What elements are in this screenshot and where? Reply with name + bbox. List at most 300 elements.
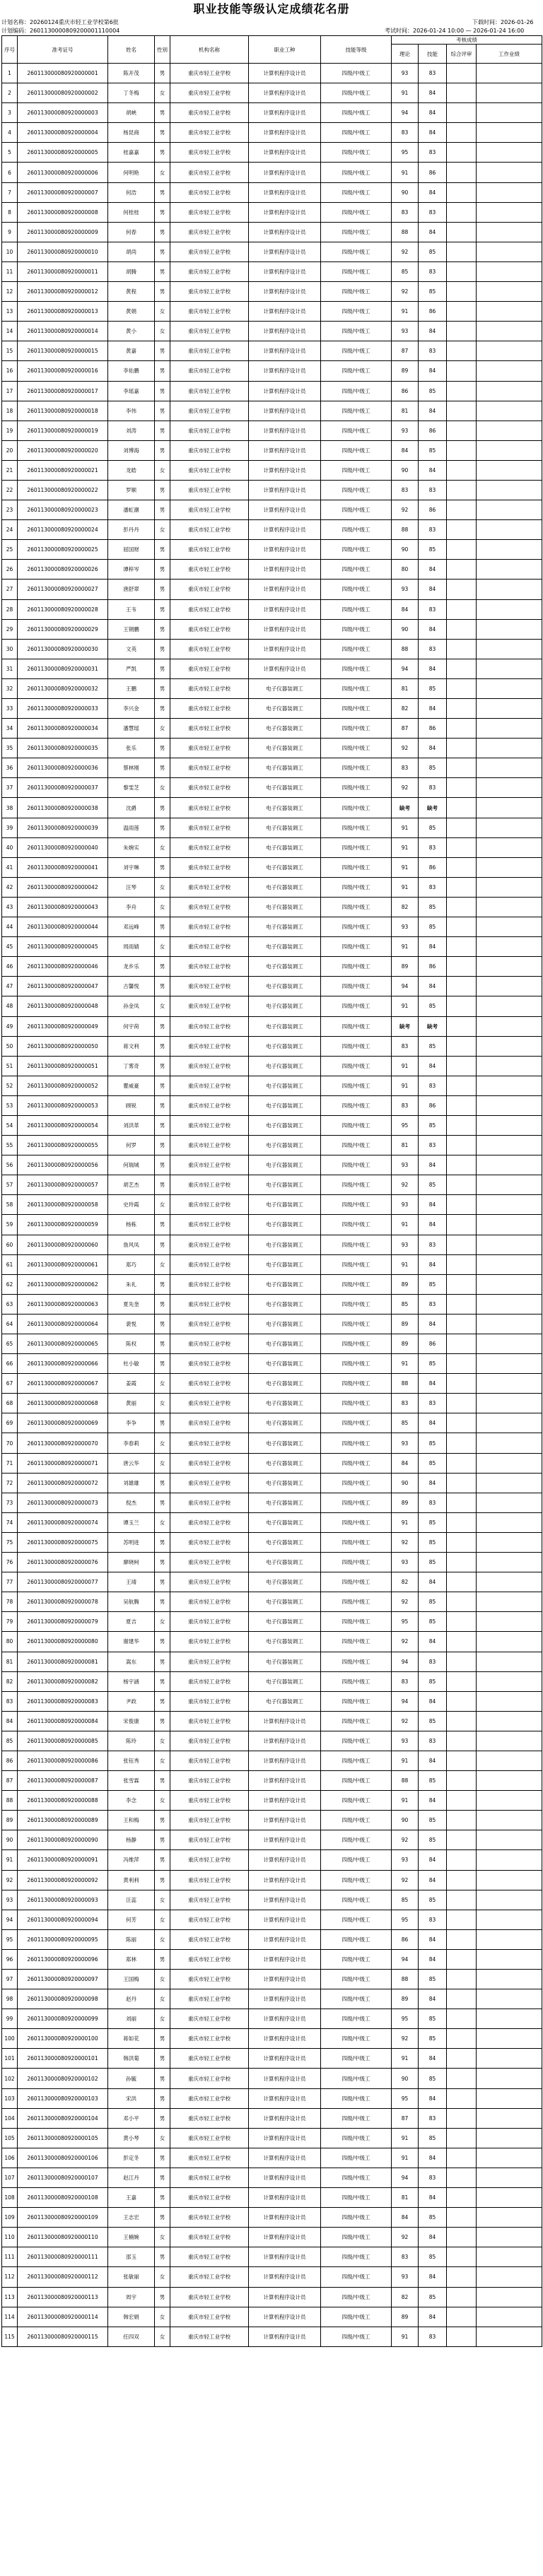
- cell-index: 11: [2, 261, 18, 281]
- cell-index: 5: [2, 143, 18, 163]
- cell-skill: 85: [419, 1553, 447, 1572]
- cell-name: 黄小: [108, 322, 155, 341]
- table-row: [2, 977, 542, 996]
- cell-index: 102: [2, 2069, 18, 2088]
- cell-level: 四级/中级工: [321, 1493, 392, 1512]
- cell-theory: 87: [392, 2108, 419, 2128]
- cell-theory: 82: [392, 1572, 419, 1592]
- cell-gender: 男: [155, 2049, 170, 2069]
- cell-work-result: [477, 242, 542, 261]
- cell-theory: 91: [392, 1354, 419, 1374]
- table-row: [2, 2069, 542, 2088]
- cell-theory: 94: [392, 977, 419, 996]
- cell-org: 重庆市轻工业学校: [170, 1294, 249, 1314]
- cell-occupation: 计算机程序设计员: [249, 83, 321, 103]
- cell-cert-no: 260113000080920000079: [18, 1612, 108, 1632]
- cell-level: 四级/中级工: [321, 381, 392, 401]
- cell-level: 四级/中级工: [321, 917, 392, 937]
- table-row: [2, 2188, 542, 2208]
- cell-overall: [447, 1691, 477, 1711]
- cell-cert-no: 260113000080920000024: [18, 520, 108, 540]
- cell-overall: [447, 401, 477, 420]
- table-row: [2, 560, 542, 580]
- cell-overall: [447, 977, 477, 996]
- cell-level: 四级/中级工: [321, 1274, 392, 1294]
- cell-skill: 85: [419, 996, 447, 1016]
- cell-org: 重庆市轻工业学校: [170, 1493, 249, 1512]
- cell-occupation: 电子仪器装调工: [249, 1076, 321, 1095]
- cell-org: 重庆市轻工业学校: [170, 1175, 249, 1195]
- cell-overall: [447, 1949, 477, 1969]
- cell-theory: 91: [392, 302, 419, 322]
- table-row: [2, 2228, 542, 2247]
- cell-index: 42: [2, 877, 18, 897]
- cell-name: 杨昆商: [108, 123, 155, 143]
- table-row: [2, 1830, 542, 1850]
- cell-name: 冯维萍: [108, 1850, 155, 1870]
- table-row: [2, 1334, 542, 1354]
- cell-skill: 84: [419, 222, 447, 242]
- cell-work-result: [477, 1155, 542, 1175]
- cell-name: 夏吉: [108, 1612, 155, 1632]
- cell-index: 58: [2, 1195, 18, 1215]
- cell-org: 重庆市轻工业学校: [170, 1215, 249, 1235]
- cell-org: 重庆市轻工业学校: [170, 699, 249, 719]
- cell-gender: 男: [155, 123, 170, 143]
- cell-name: 李兴金: [108, 699, 155, 719]
- cell-level: 四级/中级工: [321, 818, 392, 837]
- cell-skill: 85: [419, 1711, 447, 1731]
- cell-skill: 85: [419, 897, 447, 917]
- table-row: [2, 1175, 542, 1195]
- cell-level: 四级/中级工: [321, 1850, 392, 1870]
- cell-work-result: [477, 1095, 542, 1115]
- cell-cert-no: 260113000080920000028: [18, 599, 108, 619]
- cell-skill: 85: [419, 1771, 447, 1791]
- table-row: [2, 103, 542, 123]
- cell-gender: 男: [155, 699, 170, 719]
- cell-gender: 男: [155, 1215, 170, 1235]
- cell-index: 7: [2, 182, 18, 202]
- cell-level: 四级/中级工: [321, 1036, 392, 1056]
- cell-theory: 89: [392, 1493, 419, 1512]
- cell-occupation: 计算机程序设计员: [249, 1850, 321, 1870]
- cell-cert-no: 260113000080920000080: [18, 1632, 108, 1652]
- cell-index: 27: [2, 580, 18, 599]
- cell-cert-no: 260113000080920000074: [18, 1512, 108, 1532]
- cell-gender: 男: [155, 857, 170, 877]
- cell-occupation: 计算机程序设计员: [249, 2307, 321, 2327]
- cell-work-result: [477, 639, 542, 659]
- cell-theory: 94: [392, 1652, 419, 1671]
- cell-occupation: 电子仪器装调工: [249, 1413, 321, 1433]
- cell-skill: 85: [419, 282, 447, 302]
- cell-work-result: [477, 1691, 542, 1711]
- cell-occupation: 电子仪器装调工: [249, 937, 321, 957]
- cell-skill: 84: [419, 123, 447, 143]
- cell-skill: 83: [419, 520, 447, 540]
- cell-theory: 88: [392, 520, 419, 540]
- cell-gender: 男: [155, 261, 170, 281]
- table-row: [2, 1612, 542, 1632]
- cell-occupation: 计算机程序设计员: [249, 460, 321, 480]
- cell-overall: [447, 1711, 477, 1731]
- cell-cert-no: 260113000080920000012: [18, 282, 108, 302]
- cell-occupation: 计算机程序设计员: [249, 520, 321, 540]
- cell-work-result: [477, 302, 542, 322]
- table-row: [2, 1652, 542, 1671]
- cell-cert-no: 260113000080920000008: [18, 202, 108, 222]
- cell-theory: 91: [392, 1791, 419, 1811]
- cell-work-result: [477, 1235, 542, 1254]
- cell-theory: 94: [392, 1691, 419, 1711]
- cell-index: 78: [2, 1592, 18, 1612]
- cell-occupation: 计算机程序设计员: [249, 182, 321, 202]
- cell-cert-no: 260113000080920000076: [18, 1553, 108, 1572]
- table-row: [2, 1929, 542, 1949]
- cell-cert-no: 260113000080920000075: [18, 1532, 108, 1552]
- cell-skill: 84: [419, 619, 447, 639]
- page-title: 职业技能等级认定成绩花名册: [193, 2, 350, 16]
- cell-skill: 84: [419, 977, 447, 996]
- cell-work-result: [477, 401, 542, 420]
- cell-level: 四级/中级工: [321, 480, 392, 500]
- table-row: [2, 1949, 542, 1969]
- cell-cert-no: 260113000080920000006: [18, 163, 108, 182]
- cell-occupation: 电子仪器装调工: [249, 1254, 321, 1274]
- cell-level: 四级/中级工: [321, 1413, 392, 1433]
- cell-level: 四级/中级工: [321, 64, 392, 83]
- cell-theory: 91: [392, 1512, 419, 1532]
- cell-index: 104: [2, 2108, 18, 2128]
- table-row: [2, 1532, 542, 1552]
- cell-org: 重庆市轻工业学校: [170, 123, 249, 143]
- table-row: [2, 1056, 542, 1076]
- cell-index: 1: [2, 64, 18, 83]
- cell-name: 汪蕊: [108, 1890, 155, 1910]
- cell-level: 四级/中级工: [321, 500, 392, 520]
- table-row: [2, 1294, 542, 1314]
- table-row: [2, 282, 542, 302]
- cell-level: 四级/中级工: [321, 1592, 392, 1612]
- cell-overall: [447, 639, 477, 659]
- cell-skill: 84: [419, 1949, 447, 1969]
- table-row: [2, 163, 542, 182]
- cell-overall: [447, 818, 477, 837]
- cell-occupation: 计算机程序设计员: [249, 322, 321, 341]
- cell-skill: 83: [419, 1394, 447, 1413]
- cell-index: 103: [2, 2088, 18, 2108]
- cell-level: 四级/中级工: [321, 678, 392, 698]
- cell-skill: 84: [419, 560, 447, 580]
- cell-name: 龙皓: [108, 460, 155, 480]
- cell-skill: 83: [419, 1235, 447, 1254]
- cell-occupation: 电子仪器装调工: [249, 1453, 321, 1473]
- cell-skill: 85: [419, 1830, 447, 1850]
- cell-org: 重庆市轻工业学校: [170, 261, 249, 281]
- cell-name: 唐舒翠: [108, 580, 155, 599]
- table-row: [2, 699, 542, 719]
- cell-gender: 男: [155, 1493, 170, 1512]
- cell-level: 四级/中级工: [321, 1195, 392, 1215]
- cell-index: 91: [2, 1850, 18, 1870]
- cell-name: 王楠婉: [108, 2228, 155, 2247]
- cell-level: 四级/中级工: [321, 977, 392, 996]
- cell-index: 44: [2, 917, 18, 937]
- cell-gender: 男: [155, 1691, 170, 1711]
- cell-org: 重庆市轻工业学校: [170, 2307, 249, 2327]
- cell-overall: [447, 599, 477, 619]
- table-row: [2, 1453, 542, 1473]
- cell-skill: 85: [419, 1890, 447, 1910]
- cell-work-result: [477, 1632, 542, 1652]
- cell-level: 四级/中级工: [321, 1235, 392, 1254]
- cell-gender: 女: [155, 719, 170, 739]
- cell-org: 重庆市轻工业学校: [170, 182, 249, 202]
- cell-level: 四级/中级工: [321, 1016, 392, 1036]
- col-skill: 技能: [419, 45, 447, 64]
- cell-cert-no: 260113000080920000052: [18, 1076, 108, 1095]
- cell-overall: [447, 361, 477, 381]
- cell-overall: [447, 659, 477, 678]
- cell-work-result: [477, 1870, 542, 1890]
- cell-index: 95: [2, 1929, 18, 1949]
- cell-overall: [447, 857, 477, 877]
- cell-skill: 83: [419, 639, 447, 659]
- print-time: [472, 18, 534, 27]
- cell-skill: 85: [419, 758, 447, 778]
- cell-name: 李念: [108, 1791, 155, 1811]
- cell-gender: 男: [155, 2069, 170, 2088]
- cell-work-result: [477, 1910, 542, 1929]
- cell-gender: 男: [155, 1532, 170, 1552]
- cell-level: 四级/中级工: [321, 1811, 392, 1830]
- cell-overall: [447, 1016, 477, 1036]
- cell-org: 重庆市轻工业学校: [170, 1532, 249, 1552]
- cell-index: 68: [2, 1394, 18, 1413]
- cell-overall: [447, 282, 477, 302]
- cell-name: 文英: [108, 639, 155, 659]
- cell-overall: [447, 798, 477, 818]
- cell-level: 四级/中级工: [321, 2029, 392, 2049]
- cell-overall: [447, 739, 477, 758]
- cell-occupation: 计算机程序设计员: [249, 222, 321, 242]
- table-row: [2, 1791, 542, 1811]
- cell-work-result: [477, 143, 542, 163]
- cell-work-result: [477, 341, 542, 361]
- table-row: [2, 143, 542, 163]
- table-row: [2, 580, 542, 599]
- cell-name: 陈玲: [108, 1731, 155, 1751]
- cell-skill: 85: [419, 1354, 447, 1374]
- cell-overall: [447, 1294, 477, 1314]
- cell-occupation: 计算机程序设计员: [249, 302, 321, 322]
- cell-overall: [447, 1394, 477, 1413]
- cell-index: 71: [2, 1453, 18, 1473]
- meta-line-1: [0, 18, 543, 27]
- table-row: [2, 1274, 542, 1294]
- table-row: [2, 1254, 542, 1274]
- table-row: [2, 2088, 542, 2108]
- cell-gender: 男: [155, 1473, 170, 1493]
- cell-gender: 女: [155, 1453, 170, 1473]
- cell-level: 四级/中级工: [321, 1751, 392, 1770]
- cell-name: 史玲霞: [108, 1195, 155, 1215]
- cell-overall: [447, 1532, 477, 1552]
- cell-work-result: [477, 2108, 542, 2128]
- cell-gender: 男: [155, 103, 170, 123]
- cell-cert-no: 260113000080920000113: [18, 2287, 108, 2307]
- cell-gender: 男: [155, 1056, 170, 1076]
- cell-org: 重庆市轻工业学校: [170, 1771, 249, 1791]
- cell-skill: 缺考: [419, 798, 447, 818]
- cell-occupation: 计算机程序设计员: [249, 282, 321, 302]
- table-row: [2, 1970, 542, 1989]
- cell-occupation: 计算机程序设计员: [249, 420, 321, 440]
- cell-level: 四级/中级工: [321, 361, 392, 381]
- cell-name: 刘雄雄: [108, 1473, 155, 1493]
- cell-theory: 83: [392, 1036, 419, 1056]
- cell-org: 重庆市轻工业学校: [170, 837, 249, 857]
- cell-overall: [447, 957, 477, 977]
- cell-cert-no: 260113000080920000027: [18, 580, 108, 599]
- col-index: 序号: [2, 36, 18, 64]
- cell-cert-no: 260113000080920000072: [18, 1473, 108, 1493]
- cell-theory: 84: [392, 440, 419, 460]
- cell-name: 张乐: [108, 739, 155, 758]
- cell-theory: 92: [392, 1830, 419, 1850]
- cell-occupation: 计算机程序设计员: [249, 361, 321, 381]
- table-row: [2, 2108, 542, 2128]
- cell-occupation: 计算机程序设计员: [249, 560, 321, 580]
- table-row: [2, 1811, 542, 1830]
- cell-occupation: 计算机程序设计员: [249, 123, 321, 143]
- cell-theory: 85: [392, 1413, 419, 1433]
- cell-theory: 88: [392, 1374, 419, 1394]
- cell-gender: 女: [155, 2267, 170, 2287]
- cell-index: 80: [2, 1632, 18, 1652]
- cell-theory: 95: [392, 1612, 419, 1632]
- cell-level: 四级/中级工: [321, 877, 392, 897]
- cell-overall: [447, 1413, 477, 1433]
- cell-gender: 女: [155, 1890, 170, 1910]
- cell-level: 四级/中级工: [321, 2188, 392, 2208]
- cell-level: 四级/中级工: [321, 1572, 392, 1592]
- cell-overall: [447, 381, 477, 401]
- cell-gender: 男: [155, 957, 170, 977]
- cell-level: 四级/中级工: [321, 1215, 392, 1235]
- cell-cert-no: 260113000080920000023: [18, 500, 108, 520]
- cell-cert-no: 260113000080920000010: [18, 242, 108, 261]
- cell-cert-no: 260113000080920000062: [18, 1274, 108, 1294]
- cell-skill: 85: [419, 2128, 447, 2148]
- table-row: [2, 659, 542, 678]
- cell-work-result: [477, 1493, 542, 1512]
- cell-cert-no: 260113000080920000029: [18, 619, 108, 639]
- cell-occupation: 电子仪器装调工: [249, 1433, 321, 1453]
- cell-cert-no: 260113000080920000077: [18, 1572, 108, 1592]
- cell-overall: [447, 1115, 477, 1135]
- cell-theory: 89: [392, 2307, 419, 2327]
- cell-theory: 91: [392, 1056, 419, 1076]
- cell-name: 王钢鹏: [108, 619, 155, 639]
- cell-index: 35: [2, 739, 18, 758]
- cell-level: 四级/中级工: [321, 1374, 392, 1394]
- cell-gender: 男: [155, 341, 170, 361]
- cell-gender: 女: [155, 897, 170, 917]
- cell-overall: [447, 837, 477, 857]
- cell-skill: 84: [419, 659, 447, 678]
- cell-theory: 93: [392, 1155, 419, 1175]
- cell-occupation: 电子仪器装调工: [249, 1632, 321, 1652]
- cell-overall: [447, 2267, 477, 2287]
- table-row: [2, 739, 542, 758]
- cell-theory: 93: [392, 420, 419, 440]
- cell-overall: [447, 341, 477, 361]
- cell-skill: 84: [419, 460, 447, 480]
- cell-gender: 男: [155, 64, 170, 83]
- cell-org: 重庆市轻工业学校: [170, 1910, 249, 1929]
- table-row: [2, 1374, 542, 1394]
- cell-index: 54: [2, 1115, 18, 1135]
- cell-gender: 女: [155, 2307, 170, 2327]
- cell-work-result: [477, 619, 542, 639]
- cell-occupation: 电子仪器装调工: [249, 1274, 321, 1294]
- cell-index: 72: [2, 1473, 18, 1493]
- cell-index: 84: [2, 1711, 18, 1731]
- cell-cert-no: 260113000080920000071: [18, 1453, 108, 1473]
- cell-cert-no: 260113000080920000083: [18, 1691, 108, 1711]
- plan-name-value: 20260124重庆市轻工业学校第6批: [30, 19, 119, 25]
- cell-theory: 90: [392, 2069, 419, 2088]
- cell-cert-no: 260113000080920000054: [18, 1115, 108, 1135]
- cell-cert-no: 260113000080920000061: [18, 1254, 108, 1274]
- cell-org: 重庆市轻工业学校: [170, 2247, 249, 2267]
- cell-index: 24: [2, 520, 18, 540]
- cell-cert-no: 260113000080920000019: [18, 420, 108, 440]
- cell-skill: 84: [419, 1870, 447, 1890]
- cell-name: 廖晓柯: [108, 1553, 155, 1572]
- table-row: [2, 302, 542, 322]
- cell-index: 109: [2, 2208, 18, 2228]
- cell-level: 四级/中级工: [321, 1970, 392, 1989]
- cell-skill: 85: [419, 1433, 447, 1453]
- cell-theory: 93: [392, 2267, 419, 2287]
- cell-org: 重庆市轻工业学校: [170, 420, 249, 440]
- cell-skill: 84: [419, 1473, 447, 1493]
- cell-work-result: [477, 2247, 542, 2267]
- cell-org: 重庆市轻工业学校: [170, 1572, 249, 1592]
- table-row: [2, 500, 542, 520]
- cell-level: 四级/中级工: [321, 1294, 392, 1314]
- cell-level: 四级/中级工: [321, 778, 392, 798]
- cell-cert-no: 260113000080920000014: [18, 322, 108, 341]
- cell-org: 重庆市轻工业学校: [170, 143, 249, 163]
- cell-level: 四级/中级工: [321, 560, 392, 580]
- cell-occupation: 电子仪器装调工: [249, 778, 321, 798]
- table-row: [2, 957, 542, 977]
- cell-skill: 84: [419, 103, 447, 123]
- cell-org: 重庆市轻工业学校: [170, 480, 249, 500]
- cell-theory: 87: [392, 341, 419, 361]
- cell-work-result: [477, 1334, 542, 1354]
- cell-skill: 85: [419, 2287, 447, 2307]
- cell-overall: [447, 500, 477, 520]
- cell-index: 93: [2, 1890, 18, 1910]
- cell-name: 丁雾奇: [108, 1056, 155, 1076]
- cell-name: 刘宇琳: [108, 857, 155, 877]
- cell-gender: 女: [155, 837, 170, 857]
